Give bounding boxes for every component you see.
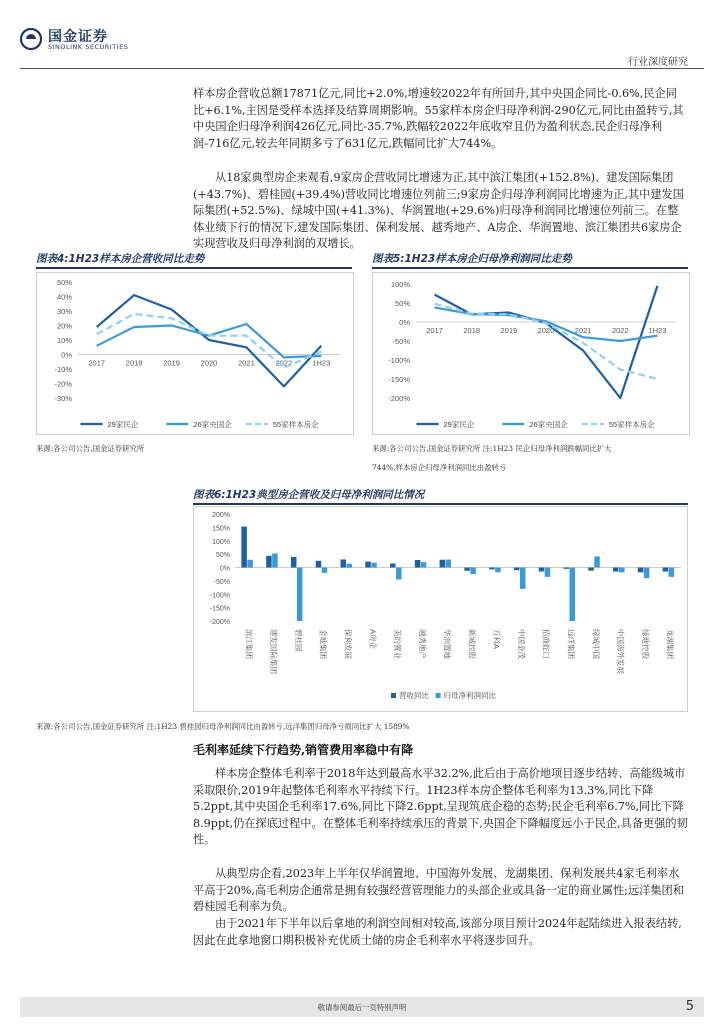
x-tick-label: 1H23	[312, 358, 331, 368]
legend-swatch	[436, 693, 441, 698]
figure-4-title: 图表4:1H23样本房企营收同比走势	[36, 253, 205, 265]
bar	[638, 568, 644, 573]
category-label: 越秀地产	[417, 629, 427, 659]
y-tick-label: 0%	[399, 318, 410, 327]
bar	[594, 556, 600, 567]
bar	[440, 560, 446, 568]
y-tick-label: 50%	[215, 552, 230, 560]
figure-5-source-line2: 744%,样本房企归母净利润同比由盈转亏	[372, 463, 507, 472]
bar	[669, 568, 675, 577]
category-label: 建发国际集团	[269, 629, 279, 674]
brand-logo-icon	[20, 28, 42, 50]
bar	[421, 562, 427, 567]
bar	[316, 561, 322, 568]
bar	[495, 568, 501, 573]
y-tick-label: -200%	[388, 394, 410, 403]
bar	[247, 560, 253, 568]
y-tick-label: -50%	[392, 337, 410, 346]
bar	[365, 562, 371, 568]
y-tick-label: -100%	[209, 592, 230, 600]
category-label: 美的置业	[393, 629, 403, 659]
category-label: A房企	[368, 629, 378, 650]
y-tick-label: -150%	[388, 375, 410, 384]
x-tick-label: 2020	[200, 358, 218, 368]
figure-5-source-line1: 来源:各公司公告,国金证券研究所 注:1H23 民企归母净利润跌幅同比扩大	[372, 444, 612, 453]
category-label: 招商蛇口	[541, 629, 551, 659]
x-tick-label: 2021	[238, 358, 255, 368]
chart-frame	[37, 273, 354, 435]
bar	[446, 560, 452, 568]
y-tick-label: -10%	[54, 365, 72, 374]
figure-6-rule	[193, 503, 688, 505]
bar	[663, 568, 669, 572]
y-tick-label: 100%	[212, 538, 230, 546]
bar	[613, 568, 619, 572]
bar	[570, 568, 576, 622]
bar	[297, 568, 303, 622]
x-tick-label: 2017	[426, 326, 443, 335]
bar	[396, 568, 402, 580]
paragraph-outlook: 由于2021年下半年以后拿地的利润空间相对较高,该部分项目预计2024年起陆续进入报表结转,因此在此拿地窗口期积极补充优质土储的房企毛利率水平将逐步回升。	[193, 917, 682, 947]
footer-disclaimer: 敬请参阅最后一页特别声明	[317, 1003, 407, 1012]
y-tick-label: 50%	[56, 278, 72, 287]
bar	[390, 563, 396, 567]
legend-label: 55家样本房企	[272, 420, 319, 429]
paragraph-typical-firms: 从18家典型房企来观看,9家房企营收同比增速为正,其中滨江集团(+152.8%)、建发国际集团(+43.7%)、碧桂园(+39.4%)营收同比增速位列前三;9家房企归母净利润同比增速为正,其中建发国际集团(+52.5%)、绿城中国(+41.3%)、华润置地(+29.6%)归母净利润同比增速位列前三。在整体业绩下行的情况下,建发国际集团、保利发展、越秀地产、A房企、华润置地、滨江集团共6家房企实现营收及归母净利润的双增长。	[193, 171, 684, 251]
bar	[241, 527, 247, 568]
bar	[266, 556, 272, 568]
legend-swatch	[391, 693, 396, 698]
y-tick-label: 40%	[56, 292, 72, 302]
y-tick-label: -30%	[54, 394, 72, 403]
category-label: 绿城中国	[591, 629, 601, 659]
paragraph-revenue-summary: 样本房企营收总额17871亿元,同比+2.0%,增速较2022年有所回升,其中央国企同比-0.6%,民企同比+6.1%,主因是受样本选择及结算周期影响。55家样本房企归母净利润-290亿元,同比由盈转亏,其中央国企归母净利润426亿元,同比-35.7%,跌幅较2022年底收窄且仍为盈利状态,民企归母净利润-716亿元,较去年同期多亏了631亿元,跌幅同比扩大744%。	[193, 87, 684, 150]
category-label: 新城控股	[467, 629, 477, 659]
category-label: 中国金茂	[516, 629, 526, 659]
figure-6-title: 图表6:1H23典型房企营收及归母净利润同比情况	[193, 489, 425, 501]
bar	[539, 568, 545, 572]
category-label: 碧桂园	[293, 629, 303, 652]
bar	[470, 568, 476, 575]
category-label: 绿地控股	[640, 629, 650, 659]
y-tick-label: -150%	[209, 605, 230, 613]
net-profit-yoy-line-chart	[372, 272, 690, 435]
bar	[644, 568, 650, 579]
document-type: 行业深度研究	[628, 57, 688, 68]
typical-firms-bar-chart	[193, 506, 688, 712]
bar	[464, 568, 470, 571]
category-label: 远洋集团	[566, 629, 576, 659]
y-tick-label: 10%	[56, 336, 72, 345]
brand-name-en: SINOLINK SECURITIES	[48, 43, 129, 51]
legend-label: 营收同比	[399, 691, 429, 700]
x-tick-label: 2018	[125, 358, 143, 368]
bar	[514, 568, 520, 571]
bar	[415, 560, 421, 567]
figure-6-source: 来源:各公司公告,国金证券研究所 注:1H23 碧桂园归母净利润同比由盈转亏,远洋集团归母净亏损同比扩大 1589%	[36, 722, 410, 731]
y-tick-label: 50%	[394, 299, 410, 308]
y-tick-label: -20%	[54, 379, 72, 389]
paragraph-typical-margins: 从典型房企看,2023年上半年仅华润置地、中国海外发展、龙湖集团、保利发展共4家毛利率水平高于20%,高毛利房企通常是拥有较强经营管理能力的头部企业或具备一定的商业属性;远洋集团和碧桂园毛利率为负。	[193, 867, 684, 914]
category-label: 华润置地	[442, 629, 452, 659]
x-tick-label: 2022	[275, 358, 293, 368]
page-number: 5	[685, 999, 694, 1014]
x-tick-label: 2018	[463, 326, 481, 335]
bar	[619, 568, 625, 573]
brand-name: 国金证券	[48, 29, 108, 45]
legend-label: 29家民企	[443, 420, 475, 429]
y-tick-label: 200%	[212, 512, 230, 519]
legend-label: 29家民企	[107, 420, 139, 429]
figure-5-title: 图表5:1H23样本房企归母净利润同比走势	[372, 253, 572, 265]
y-tick-label: 20%	[56, 321, 72, 331]
y-tick-label: 150%	[212, 525, 230, 533]
bar	[341, 559, 347, 567]
legend-label: 26家央国企	[193, 420, 232, 429]
chart-frame	[194, 507, 688, 712]
x-tick-label: 2019	[500, 326, 518, 335]
chart-frame	[373, 273, 690, 435]
section-heading-gross-margin: 毛利率延续下行趋势,销管费用率稳中有降	[193, 743, 414, 757]
bar	[489, 568, 495, 570]
figure-5-rule	[372, 267, 688, 269]
x-tick-label: 2021	[574, 326, 592, 335]
bar	[272, 553, 278, 567]
bar	[564, 568, 570, 569]
y-tick-label: 30%	[56, 307, 72, 316]
y-tick-label: -100%	[388, 356, 410, 365]
x-tick-label: 2020	[537, 326, 555, 335]
y-tick-label: -50%	[213, 578, 230, 586]
bar	[371, 563, 377, 568]
category-label: 龙湖集团	[665, 629, 675, 659]
header-divider	[20, 68, 704, 69]
bar	[588, 568, 594, 571]
y-tick-label: -200%	[209, 619, 230, 626]
revenue-yoy-line-chart	[36, 272, 354, 435]
x-tick-label: 1H23	[648, 326, 667, 335]
bar	[291, 557, 297, 568]
legend-label: 26家央国企	[529, 420, 568, 429]
category-label: 万科A	[492, 629, 502, 650]
y-tick-label: 100%	[390, 280, 410, 289]
category-label: 中国海外发展	[616, 629, 626, 674]
category-label: 滨江集团	[244, 629, 254, 659]
y-tick-label: 0%	[61, 350, 72, 360]
bar	[520, 568, 526, 589]
x-tick-label: 2019	[163, 358, 180, 368]
legend-label: 归母净利润同比	[443, 691, 497, 700]
x-tick-label: 2017	[88, 358, 106, 368]
bar	[347, 564, 353, 568]
bar	[545, 568, 551, 577]
figure-4-source: 来源:各公司公告,国金证券研究所	[36, 444, 145, 453]
legend-label: 55家样本房企	[608, 420, 655, 429]
y-tick-label: 0%	[219, 565, 230, 573]
category-label: 金地集团	[318, 629, 328, 659]
figure-4-rule	[36, 267, 352, 269]
category-label: 保利发展	[343, 629, 353, 659]
paragraph-gross-margin: 样本房企整体毛利率于2018年达到最高水平32.2%,此后由于高价地项目逐步结转、高能级城市采取限价,2019年起整体毛利率水平持续下行。1H23样本房企整体毛利率为13.3%,同比下降5.2ppt,其中央国企毛利率17.6%,同比下降2.6ppt,呈现筑底企稳的态势;民企毛利率6.7%,同比下降8.9ppt,仍在探底过程中。在整体毛利率持续承压的背景下,央国企下降幅度远小于民企,具备更强的韧性。	[193, 767, 688, 847]
x-tick-label: 2022	[611, 326, 629, 335]
bar	[322, 568, 328, 573]
